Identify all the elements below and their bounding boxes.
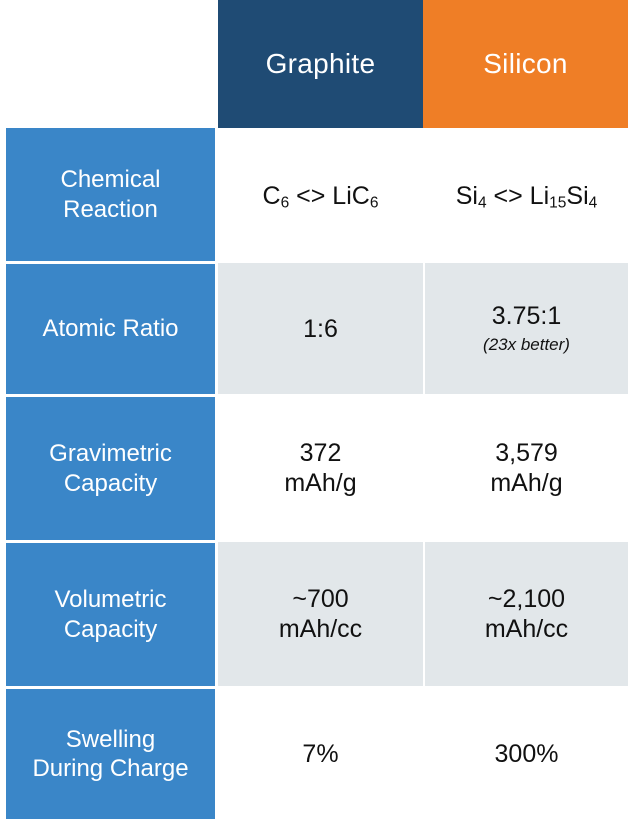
cell-value: ~2,100: [487, 585, 566, 613]
cell-value: 7%: [302, 739, 339, 768]
row-label-volumetric-capacity: [6, 540, 218, 686]
formula-subscript: 4: [477, 193, 487, 211]
cell-silicon-gravimetric-capacity: [423, 394, 628, 540]
row-label-line-2: Capacity: [63, 615, 158, 643]
row-label-swelling-during-charge: [6, 686, 218, 819]
formula-part: <> Li: [486, 181, 550, 210]
row-label-line-1: Swelling: [65, 725, 156, 753]
formula-subscript: 15: [549, 193, 567, 211]
formula-part: Si: [566, 181, 589, 210]
formula-graphite: [263, 182, 379, 210]
row-label-line-1: Gravimetric: [49, 440, 172, 468]
cell-unit: mAh/cc: [484, 615, 569, 643]
cell-graphite-gravimetric-capacity: [218, 394, 423, 540]
table-row: [6, 540, 628, 686]
row-label-line-1: Atomic Ratio: [42, 315, 179, 343]
row-label-line-2: Capacity: [63, 469, 158, 497]
column-header-silicon: Silicon: [423, 0, 628, 128]
formula-part: Si: [455, 181, 478, 210]
table-row: [6, 394, 628, 540]
row-label-gravimetric-capacity: [6, 394, 218, 540]
formula-part: <> LiC: [289, 181, 370, 210]
table-row: [6, 686, 628, 819]
table-row: [6, 128, 628, 261]
table-header: [6, 0, 628, 128]
row-label-line-2: During Charge: [32, 755, 189, 782]
formula-subscript: 6: [369, 193, 379, 211]
cell-graphite-atomic-ratio: [218, 261, 423, 394]
table-corner-cell: [6, 0, 218, 128]
column-header-graphite: Graphite: [218, 0, 423, 128]
formula-subscript: 4: [588, 193, 598, 211]
cell-value: 372: [299, 439, 342, 467]
cell-silicon-volumetric-capacity: [423, 540, 628, 686]
row-label-chemical-reaction: [6, 128, 218, 261]
cell-unit: mAh/cc: [278, 615, 363, 643]
cell-graphite-volumetric-capacity: [218, 540, 423, 686]
table-header-row: [6, 0, 628, 128]
cell-value: 3,579: [495, 439, 558, 467]
formula-subscript: 6: [280, 193, 290, 211]
cell-silicon-swelling: [423, 686, 628, 819]
cell-note: (23x better): [483, 335, 570, 355]
cell-unit: mAh/g: [490, 469, 563, 497]
table-row: [6, 261, 628, 394]
row-label-line-1: Chemical: [60, 166, 161, 194]
row-label-atomic-ratio: [6, 261, 218, 394]
cell-silicon-chemical-reaction: [423, 128, 628, 261]
cell-graphite-swelling: [218, 686, 423, 819]
formula-part: C: [262, 181, 281, 210]
graphite-vs-silicon-table: [6, 0, 628, 819]
row-label-line-2: Reaction: [63, 195, 158, 223]
cell-value: 3.75:1: [491, 302, 562, 331]
table-body: [6, 128, 628, 819]
cell-value: 1:6: [303, 314, 338, 343]
cell-value: ~700: [292, 585, 349, 613]
cell-silicon-atomic-ratio: [423, 261, 628, 394]
row-label-line-1: Volumetric: [54, 586, 167, 614]
cell-unit: mAh/g: [284, 469, 357, 497]
formula-silicon: [456, 182, 598, 210]
cell-value: 300%: [494, 739, 559, 768]
cell-graphite-chemical-reaction: [218, 128, 423, 261]
